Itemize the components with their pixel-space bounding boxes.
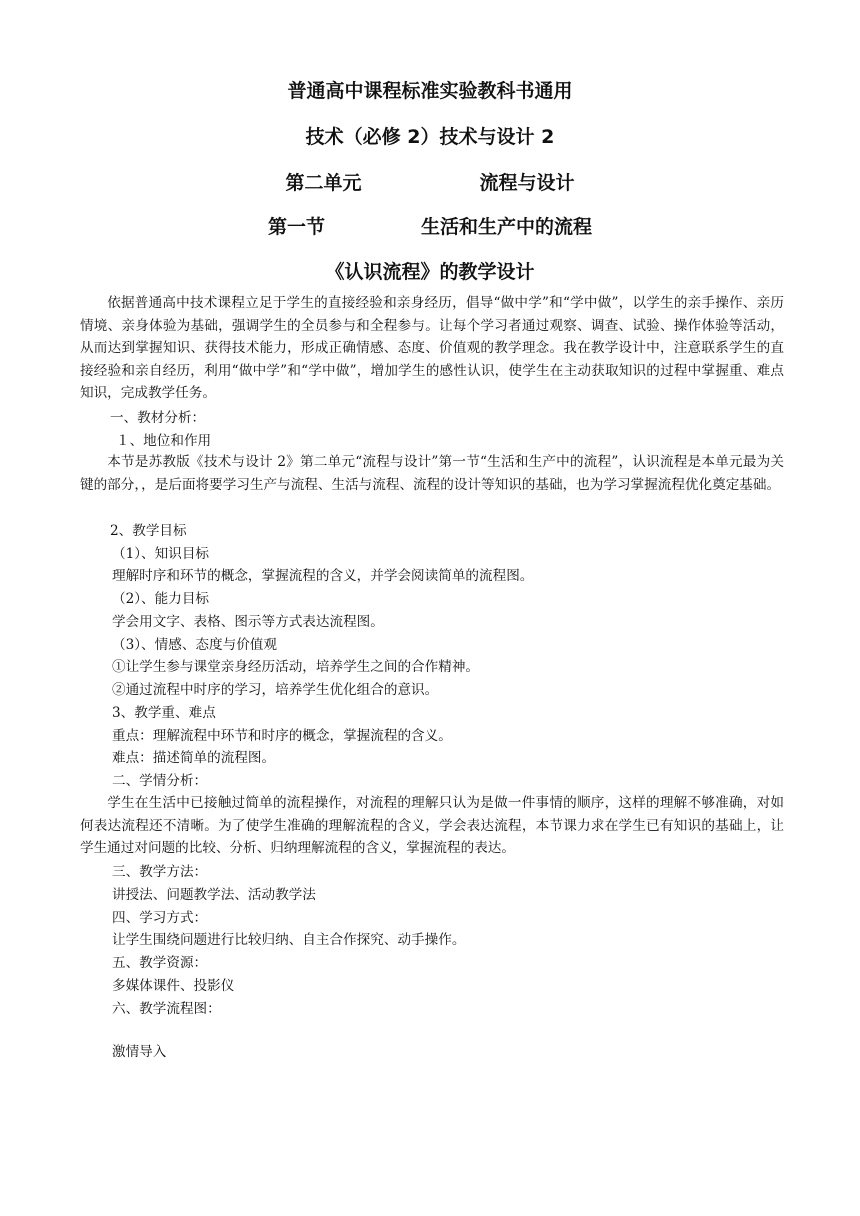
heading-position: １、地位和作用 <box>116 433 212 449</box>
heading-ability-goal: （2）、能力目标 <box>112 591 210 607</box>
emotion-goal-2: ②通过流程中时序的学习，培养学生优化组合的意识。 <box>112 682 439 698</box>
learning-mode-text: 让学生围绕问题进行比较归纳、自主合作探究、动手操作。 <box>112 932 466 948</box>
teaching-methods-text: 讲授法、问题教学法、活动教学法 <box>112 887 316 903</box>
section-heading <box>0 214 860 240</box>
heading-student-analysis: 二、学情分析： <box>112 773 208 789</box>
heading-key-points: 3、教学重、难点 <box>112 705 216 721</box>
unit-heading <box>0 170 860 196</box>
heading-learning-mode: 四、学习方式： <box>112 910 208 926</box>
heading-emotion-goal: （3）、情感、态度与价值观 <box>112 637 277 653</box>
teaching-resources-text: 多媒体课件、投影仪 <box>112 978 235 994</box>
header-line1: 普通高中课程标准实验教科书通用 <box>287 80 573 102</box>
ability-goal-text: 学会用文字、表格、图示等方式表达流程图。 <box>112 614 384 630</box>
header-line2: 技术（必修 2）技术与设计 2 <box>305 126 555 148</box>
section-title: 生活和生产中的流程 <box>421 216 593 238</box>
heading-teaching-methods: 三、教学方法： <box>112 864 208 880</box>
heading-teaching-goals: 2、教学目标 <box>110 523 187 539</box>
heading-knowledge-goal: （1）、知识目标 <box>112 546 210 562</box>
key-point-text: 重点：理解流程中环节和时序的概念，掌握流程的含义。 <box>112 728 452 744</box>
heading-textbook-analysis: 一、教材分析： <box>110 410 206 426</box>
heading-teaching-resources: 五、教学资源： <box>112 955 208 971</box>
student-analysis-paragraph: 学生在生活中已接触过简单的流程操作，对流程的理解只认为是做一件事情的顺序，这样的理解不够准确，对如何表达流程还不清晰。为了使学生准确的理解流程的含义，学会表达流程，本节课力求在学生已有知识的基础上，让学生通过对问题的比较、分析、归纳理解流程的含义，掌握流程的表达。 <box>80 795 784 856</box>
heading-teaching-flowchart: 六、教学流程图： <box>112 1001 221 1017</box>
unit-label: 第二单元 <box>285 172 362 194</box>
section-label: 第一节 <box>267 216 325 238</box>
document-title: 《认识流程》的教学设计 <box>325 261 535 283</box>
flowchart-start-label: 激情导入 <box>112 1044 167 1060</box>
emotion-goal-1: ①让学生参与课堂亲身经历活动，培养学生之间的合作精神。 <box>112 659 480 675</box>
difficult-point-text: 难点：描述简单的流程图。 <box>112 750 276 766</box>
intro-paragraph: 依据普通高中技术课程立足于学生的直接经验和亲身经历，倡导“做中学”和“学中做”，以学生的亲手操作、亲历情境、亲身体验为基础，强调学生的全员参与和全程参与。让每个学习者通过观察、调查、试验、操作体验等活动，从而达到掌握知识、获得技术能力，形成正确情感、态度、价值观的教学理念。我在教学设计中，注意联系学生的直接经验和亲自经历，利用“做中学”和“学中做”，增加学生的感性认识，使学生在主动获取知识的过程中掌握重、难点知识，完成教学任务。 <box>80 295 784 401</box>
knowledge-goal-text: 理解时序和环节的概念，掌握流程的含义，并学会阅读简单的流程图。 <box>112 568 534 584</box>
position-paragraph: 本节是苏教版《技术与设计 2》第二单元“流程与设计”第一节“生活和生产中的流程”，认识流程是本单元最为关键的部分，，是后面将要学习生产与流程、生活与流程、流程的设计等知识的基础，也为学习掌握流程优化奠定基础。 <box>80 454 784 493</box>
unit-title: 流程与设计 <box>479 172 575 194</box>
